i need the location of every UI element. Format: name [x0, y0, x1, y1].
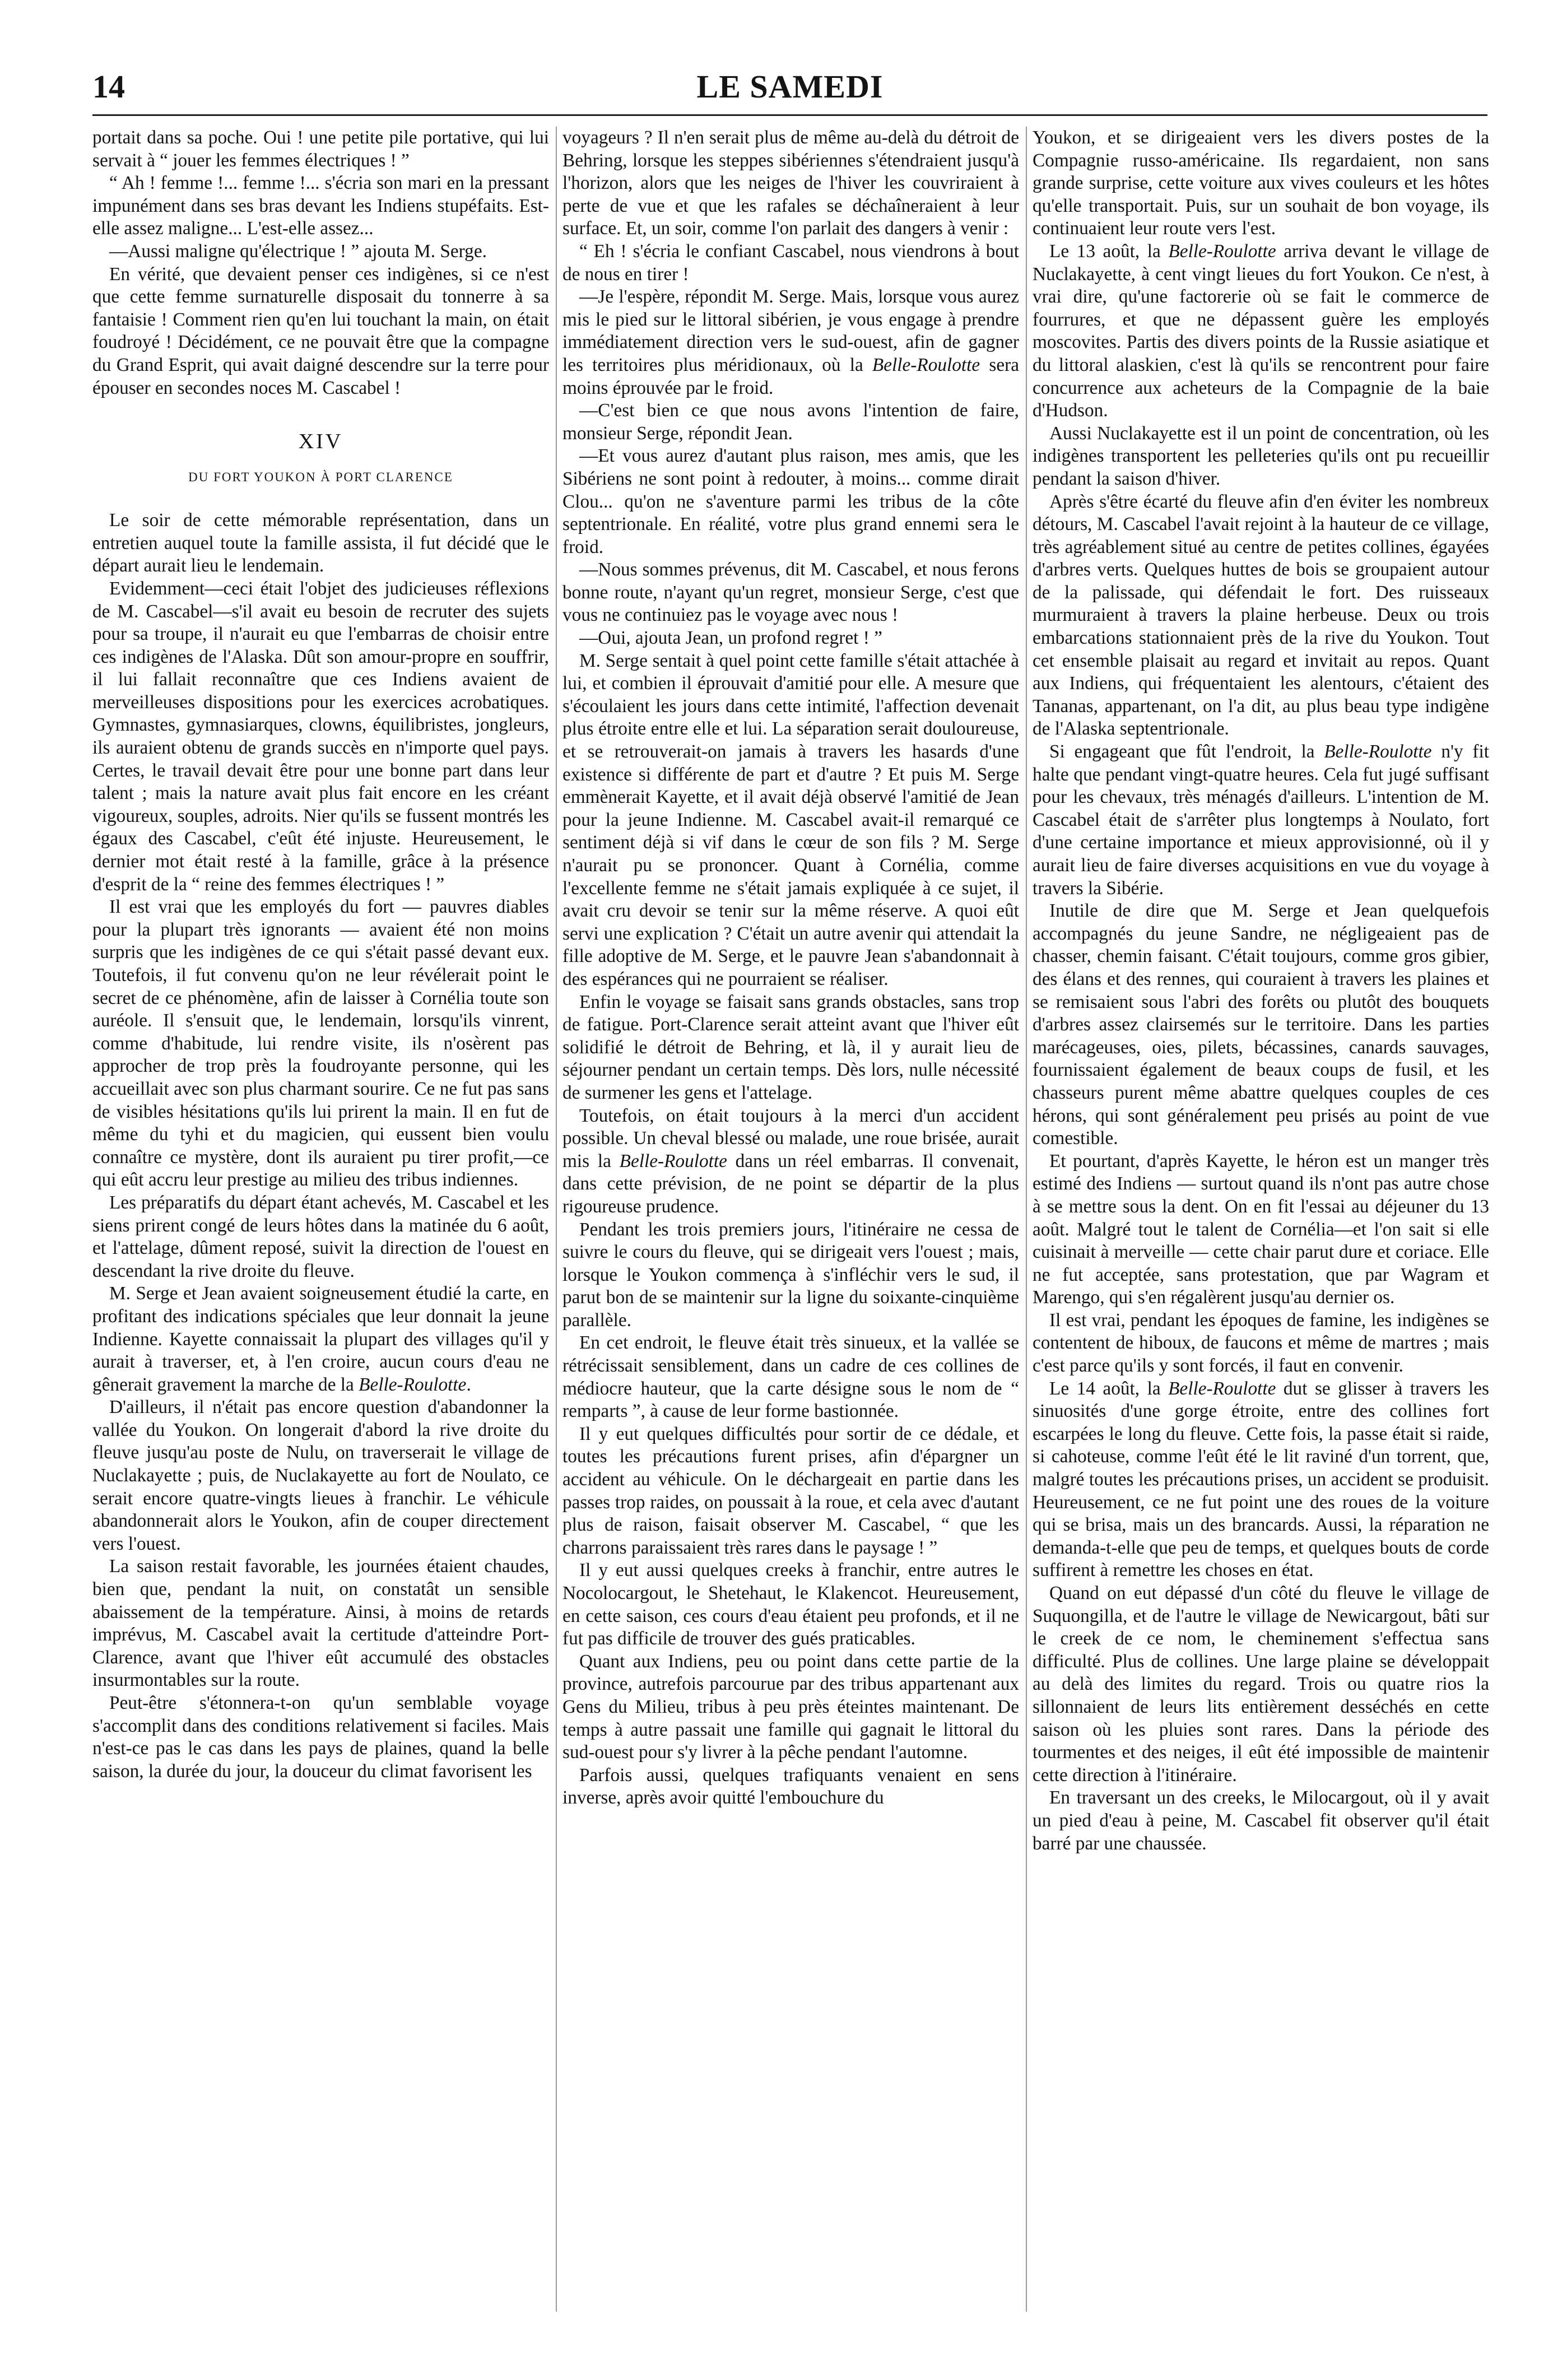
paragraph: M. Serge et Jean avaient soigneusement étudié la carte, en profitant des indications spéciales que leur donnait la jeune Indienne. Kayette connaissait la plupart des villages qu'il y aurait à traverser, et, à l'en croire, aucun cours d'eau ne gênerait gravement la marche de la Belle-Roulotte.	[92, 1283, 549, 1395]
paragraph: Et pourtant, d'après Kayette, le héron est un manger très estimé des Indiens — surtout quand ils n'ont pas autre chose à se mettre sous la dent. On en fit l'essai au déjeuner du 13 août. Malgré tout le talent de Cornélia—et l'on sait si elle cuisinait à merveille — cette chair parut dure et coriace. Elle ne fut acceptée, sans protestation, que par Wagram et Marengo, qui s'en régalèrent jusqu'au dernier os.	[1033, 1150, 1489, 1308]
paragraph: En vérité, que devaient penser ces indigènes, si ce n'est que cette femme surnaturelle disposait du tonnerre à sa fantaisie ! Comment rien qu'en lui touchant la main, on était foudroyé ! Décidément, ce ne pouvait être que la compagne du Grand Esprit, qui avait daigné descendre sur la terre pour épouser en secondes noces M. Cascabel !	[92, 263, 549, 398]
paragraph: Pendant les trois premiers jours, l'itinéraire ne cessa de suivre le cours du fleuve, qui se dirigeait vers l'ouest ; mais, lorsque le Youkon commença à s'infléchir vers le sud, il parut bon de se maintenir sur la ligne du soixante-cinquième parallèle.	[562, 1219, 1019, 1331]
paragraph: La saison restait favorable, les journées étaient chaudes, bien que, pendant la nuit, on constatât un sensible abaissement de la température. Ainsi, à moins de retards imprévus, M. Cascabel avait la certitude d'atteindre Port-Clarence, avant que l'hiver eût accumulé des obstacles insurmontables sur la route.	[92, 1556, 549, 1691]
paragraph: Evidemment—ceci était l'objet des judicieuses réflexions de M. Cascabel—s'il avait eu besoin de recruter des sujets pour sa troupe, il n'aurait eu que l'embarras de choisir entre ces indigènes de l'Alaska. Dût son amour-propre en souffrir, il lui fallait reconnaître que ces Indiens avaient de merveilleuses dispositions pour les exercices acrobatiques. Gymnastes, gymnasiarques, clowns, équilibristes, jongleurs, ils auraient obtenu de grands succès en n'importe quel pays. Certes, le travail devait être pour une bonne part dans leur talent ; mais la nature avait plus fait encore en les créant vigoureux, souples, adroits. Nier qu'ils se fussent montrés les égaux des Cascabel, c'eût été injuste. Heureusement, le dernier mot était resté à la famille, grâce à la présence d'esprit de la “ reine des femmes électriques ! ”	[92, 578, 549, 895]
paragraph: Inutile de dire que M. Serge et Jean quelquefois accompagnés du jeune Sandre, ne négligeaient pas de chasser, chemin faisant. C'était toujours, comme gros gibier, des élans et des rennes, qui couraient à travers les plaines et se remisaient sous l'abri des forêts ou plutôt des bouquets d'arbres assez clairsemés sur le territoire. Dans les parties marécageuses, oies, pilets, bécassines, canards sauvages, fournissaient également de beaux coups de fusil, et les chasseurs purent même abattre quelques couples de ces hérons, qui sont généralement peu prisés au point de vue comestible.	[1033, 900, 1489, 1149]
paragraph: Le 14 août, la Belle-Roulotte dut se glisser à travers les sinuosités d'une gorge étroite, entre des collines fort escarpées le long du fleuve. Cette fois, la passe était si raide, si cahoteuse, comme l'eût été le lit raviné d'un torrent, que, malgré toutes les précautions prises, un accident se produisit. Heureusement, ce ne fut point une des roues de la voiture qui se brisa, mais un des brancards. Aussi, la réparation ne demanda-t-elle que peu de temps, et quelques bouts de corde suffirent à remettre les choses en état.	[1033, 1378, 1489, 1581]
chapter-title: DU FORT YOUKON À PORT CLARENCE	[188, 470, 453, 485]
paragraph: “ Ah ! femme !... femme !... s'écria son mari en la pressant impunément dans ses bras devant les Indiens stupéfaits. Est-elle assez maligne... L'est-elle assez...	[92, 173, 549, 239]
paragraph: Il y eut aussi quelques creeks à franchir, entre autres le Nocolocargout, le Shetehaut, le Klakencot. Heureusement, en cette saison, ces cours d'eau étaient peu profonds, et il ne fut pas difficile de trouver des gués praticables.	[562, 1560, 1019, 1649]
paragraph: M. Serge sentait à quel point cette famille s'était attachée à lui, et combien il éprouvait d'amitié pour elle. A mesure que s'écoulaient les jours dans cette intimité, l'affection devenait plus étroite entre elle et lui. La séparation serait douloureuse, et se retrouverait-on jamais à travers les hasards d'une existence si différente de part et d'autre ? Et puis M. Serge emmènerait Kayette, et il avait déjà observé l'amitié de Jean pour la jeune Indienne. M. Cascabel avait-il remarqué ce sentiment déjà si vif dans le cœur de son fils ? M. Serge n'aurait pu se prononcer. Quant à Cornélia, comme l'excellente femme ne s'était jamais expliquée à ce sujet, il avait cru devoir se tenir sur la même réserve. A quoi eût servi une explication ? C'était un autre avenir qui attendait la fille adoptive de M. Serge, et le pauvre Jean s'abandonnait à des espérances qui ne pourraient se réaliser.	[562, 650, 1019, 989]
wagon-name: Belle-Roulotte	[1324, 741, 1432, 763]
paragraph: En cet endroit, le fleuve était très sinueux, et la vallée se rétrécissait sensiblement, dans un cadre de ces collines de médiocre hauteur, que la carte désigne sous le nom de “ remparts ”, à cause de leur forme bastionnée.	[562, 1332, 1019, 1422]
paragraph: Il est vrai que les employés du fort — pauvres diables pour la plupart très ignorants — avaient été non moins surpris que les indigènes de ce qui s'était passé devant eux. Toutefois, il fut convenu qu'on ne leur révélerait point le secret de ce phénomène, afin de laisser à Cornélia toute son auréole. Il s'ensuit que, le lendemain, lorsqu'ils vinrent, comme d'habitude, lui rendre visite, ils n'osèrent pas approcher de trop près la foudroyante personne, qui les accueillait avec son plus charmant sourire. Ce ne fut pas sans de visibles hésitations qu'ils lui prirent la main. Il en fut de même du tyhi et du magicien, qui eussent bien voulu connaître ce mystère, dont ils auraient pu tirer profit,—ce qui eût accru leur prestige au milieu des tribus indiennes.	[92, 896, 549, 1191]
header-rule	[92, 114, 1487, 116]
paragraph: Peut-être s'étonnera-t-on qu'un semblable voyage s'accomplit dans des conditions relativement si faciles. Mais n'est-ce pas le cas dans les pays de plaines, quand la belle saison, la durée du jour, la douceur du climat favorisent les	[92, 1693, 549, 1782]
paragraph: Il y eut quelques difficultés pour sortir de ce dédale, et toutes les précautions furent prises, afin d'épargner un accident au véhicule. On le déchargeait en partie dans les passes trop raides, on poussait à la roue, et cela avec d'autant plus de raison, faisait observer M. Cascabel, “ que les charrons paraissaient très rares dans le paysage ! ”	[562, 1423, 1019, 1558]
paragraph: voyageurs ? Il n'en serait plus de même au-delà du détroit de Behring, lorsque les steppes sibériennes s'étendraient jusqu'à l'horizon, alors que les neiges de l'hiver les couvriraient à perte de vue et que les rafales se déchaîneraient à leur surface. Et, un soir, comme l'on parlait des dangers à venir :	[562, 127, 1019, 239]
paragraph: Le soir de cette mémorable représentation, dans un entretien auquel toute la famille assista, il fut décidé que le départ aurait lieu le lendemain.	[92, 510, 549, 577]
wagon-name: Belle-Roulotte	[872, 354, 980, 375]
text-column-1	[92, 127, 549, 2334]
column-divider	[1026, 127, 1027, 2312]
paragraph: D'ailleurs, il n'était pas encore question d'abandonner la vallée du Youkon. On longerait d'abord la rive droite du fleuve jusqu'au poste de Nulu, on traverserait le village de Nuclakayette ; puis, de Nuclakayette au fort de Noulato, ce serait encore quatre-vingts lieues à franchir. Le véhicule abandonnerait alors le Youkon, afin de couper directement vers l'ouest.	[92, 1397, 549, 1554]
wagon-name: Belle-Roulotte	[359, 1374, 467, 1395]
paragraph: Si engageant que fût l'endroit, la Belle-Roulotte n'y fit halte que pendant vingt-quatre heures. Cela fut jugé suffisant pour les chevaux, très ménagés d'ailleurs. L'intention de M. Cascabel était de s'arrêter plus longtemps à Noulato, fort d'une certaine importance et mieux approvisionné, où il y aurait lieu de faire diverses acquisitions en vue du voyage à travers la Sibérie.	[1033, 741, 1489, 899]
paragraph: Les préparatifs du départ étant achevés, M. Cascabel et les siens prirent congé de leurs hôtes dans la matinée du 6 août, et l'attelage, dûment reposé, suivit la direction de l'ouest en descendant la rive droite du fleuve.	[92, 1192, 549, 1281]
paragraph: En traversant un des creeks, le Milocargout, où il y avait un pied d'eau à peine, M. Cascabel fit observer qu'il était barré par une chaussée.	[1033, 1787, 1489, 1854]
paragraph: —Nous sommes prévenus, dit M. Cascabel, et nous ferons bonne route, n'ayant qu'un regret, monsieur Serge, c'est que vous ne continuiez pas le voyage avec nous !	[562, 559, 1019, 626]
paragraph: Youkon, et se dirigeaient vers les divers postes de la Compagnie russo-américaine. Ils regardaient, non sans grande surprise, cette voiture aux vives couleurs et les hôtes qu'elle transportait. Puis, sur un souhait de bon voyage, ils continuaient leur route vers l'est.	[1033, 127, 1489, 239]
paragraph: Aussi Nuclakayette est il un point de concentration, où les indigènes transportent les pelleteries qu'ils ont pu recueillir pendant la saison d'hiver.	[1033, 422, 1489, 489]
paragraph: —Je l'espère, répondit M. Serge. Mais, lorsque vous aurez mis le pied sur le littoral sibérien, je vous engage à prendre immédiatement direction vers le sud-ouest, afin de gagner les territoires plus méridionaux, où la Belle-Roulotte sera moins éprouvée par le froid.	[562, 286, 1019, 398]
paragraph: Le 13 août, la Belle-Roulotte arriva devant le village de Nuclakayette, à cent vingt lieues du fort Youkon. Ce n'est, à vrai dire, qu'une factorerie où se fait le commerce de fourrures, et que ne dépassent guère les employés moscovites. Partis des divers points de la Russie asiatique et du littoral alaskien, c'est là qu'ils se rencontrent pour faire concurrence aux acheteurs de la Compagnie de la baie d'Hudson.	[1033, 240, 1489, 421]
publication-title: LE SAMEDI	[696, 68, 884, 105]
paragraph: Toutefois, on était toujours à la merci d'un accident possible. Un cheval blessé ou malade, une roue brisée, aurait mis la Belle-Roulotte dans un réel embarras. Il convenait, dans cette prévision, de ne point se départir de la plus rigoureuse prudence.	[562, 1105, 1019, 1217]
wagon-name: Belle-Roulotte	[619, 1150, 727, 1172]
wagon-name: Belle-Roulotte	[1168, 1378, 1276, 1399]
paragraph: Parfois aussi, quelques trafiquants venaient en sens inverse, après avoir quitté l'embouchure du	[562, 1764, 1019, 1809]
paragraph: Enfin le voyage se faisait sans grands obstacles, sans trop de fatigue. Port-Clarence serait atteint avant que l'hiver eût solidifié le détroit de Behring, et là, il y aurait lieu de séjourner pendant un certain temps. Dès lors, nulle nécessité de surmener les gens et l'attelage.	[562, 991, 1019, 1103]
paragraph: Après s'être écarté du fleuve afin d'en éviter les nombreux détours, M. Cascabel l'avait rejoint à la hauteur de ce village, très agréablement situé au centre de petites collines, égayées d'arbres verts. Quelques huttes de bois se groupaient autour de la palissade, qui défendait le fort. Des ruisseaux murmuraient à travers la plaine herbeuse. Deux ou trois embarcations stationnaient près de la rive du Youkon. Tout cet ensemble plaisait au regard et invitait au repos. Quant aux Indiens, qui fréquentaient les alentours, c'étaient des Tananas, appartenant, on l'a dit, au plus beau type indigène de l'Alaska septentrionale.	[1033, 491, 1489, 740]
paragraph: portait dans sa poche. Oui ! une petite pile portative, qui lui servait à “ jouer les femmes électriques ! ”	[92, 127, 549, 171]
paragraph: —Oui, ajouta Jean, un profond regret ! ”	[579, 627, 882, 649]
paragraph: Quant aux Indiens, peu ou point dans cette partie de la province, autrefois parcourue par des tribus appartenant aux Gens du Milieu, tribus à peu près éteintes maintenant. De temps à autre passait une famille qui gagnait le littoral du sud-ouest pour s'y livrer à la pêche pendant l'automne.	[562, 1651, 1019, 1763]
paragraph: Il est vrai, pendant les époques de famine, les indigènes se contentent de hiboux, de faucons et même de martres ; mais c'est parce qu'ils y sont forcés, il faut en convenir.	[1033, 1309, 1489, 1377]
column-divider	[556, 127, 557, 2312]
paragraph: “ Eh ! s'écria le confiant Cascabel, nous viendrons à bout de nous en tirer !	[562, 240, 1019, 285]
paragraph: —C'est bien ce que nous avons l'intention de faire, monsieur Serge, répondit Jean.	[562, 400, 1019, 444]
paragraph: Quand on eut dépassé d'un côté du fleuve le village de Suquongilla, et de l'autre le village de Newicargout, bâti sur le creek de ce nom, le cheminement s'effectua sans difficulté. Plus de collines. Une large plaine se développait au delà des limites du regard. Trois ou quatre rios la sillonnaient de leurs lits entièrement desséchés en cette saison où les pluies sont rares. Dans la période des tourmentes et des neiges, il eût été impossible de maintenir cette direction à l'itinéraire.	[1033, 1583, 1489, 1786]
paragraph: —Et vous aurez d'autant plus raison, mes amis, que les Sibériens ne sont point à redouter, à moins... comme dirait Clou... qu'on ne s'aventure parmi les tribus de la côte septentrionale. En réalité, votre plus grand ennemi sera le froid.	[562, 445, 1019, 557]
page-number: 14	[92, 68, 125, 105]
text-column-2	[562, 127, 1019, 2334]
page-header	[92, 67, 1487, 112]
wagon-name: Belle-Roulotte	[1168, 240, 1276, 262]
paragraph: —Aussi maligne qu'électrique ! ” ajouta M. Serge.	[109, 240, 487, 262]
chapter-number: XIV	[298, 430, 343, 454]
text-column-3	[1033, 127, 1489, 2334]
